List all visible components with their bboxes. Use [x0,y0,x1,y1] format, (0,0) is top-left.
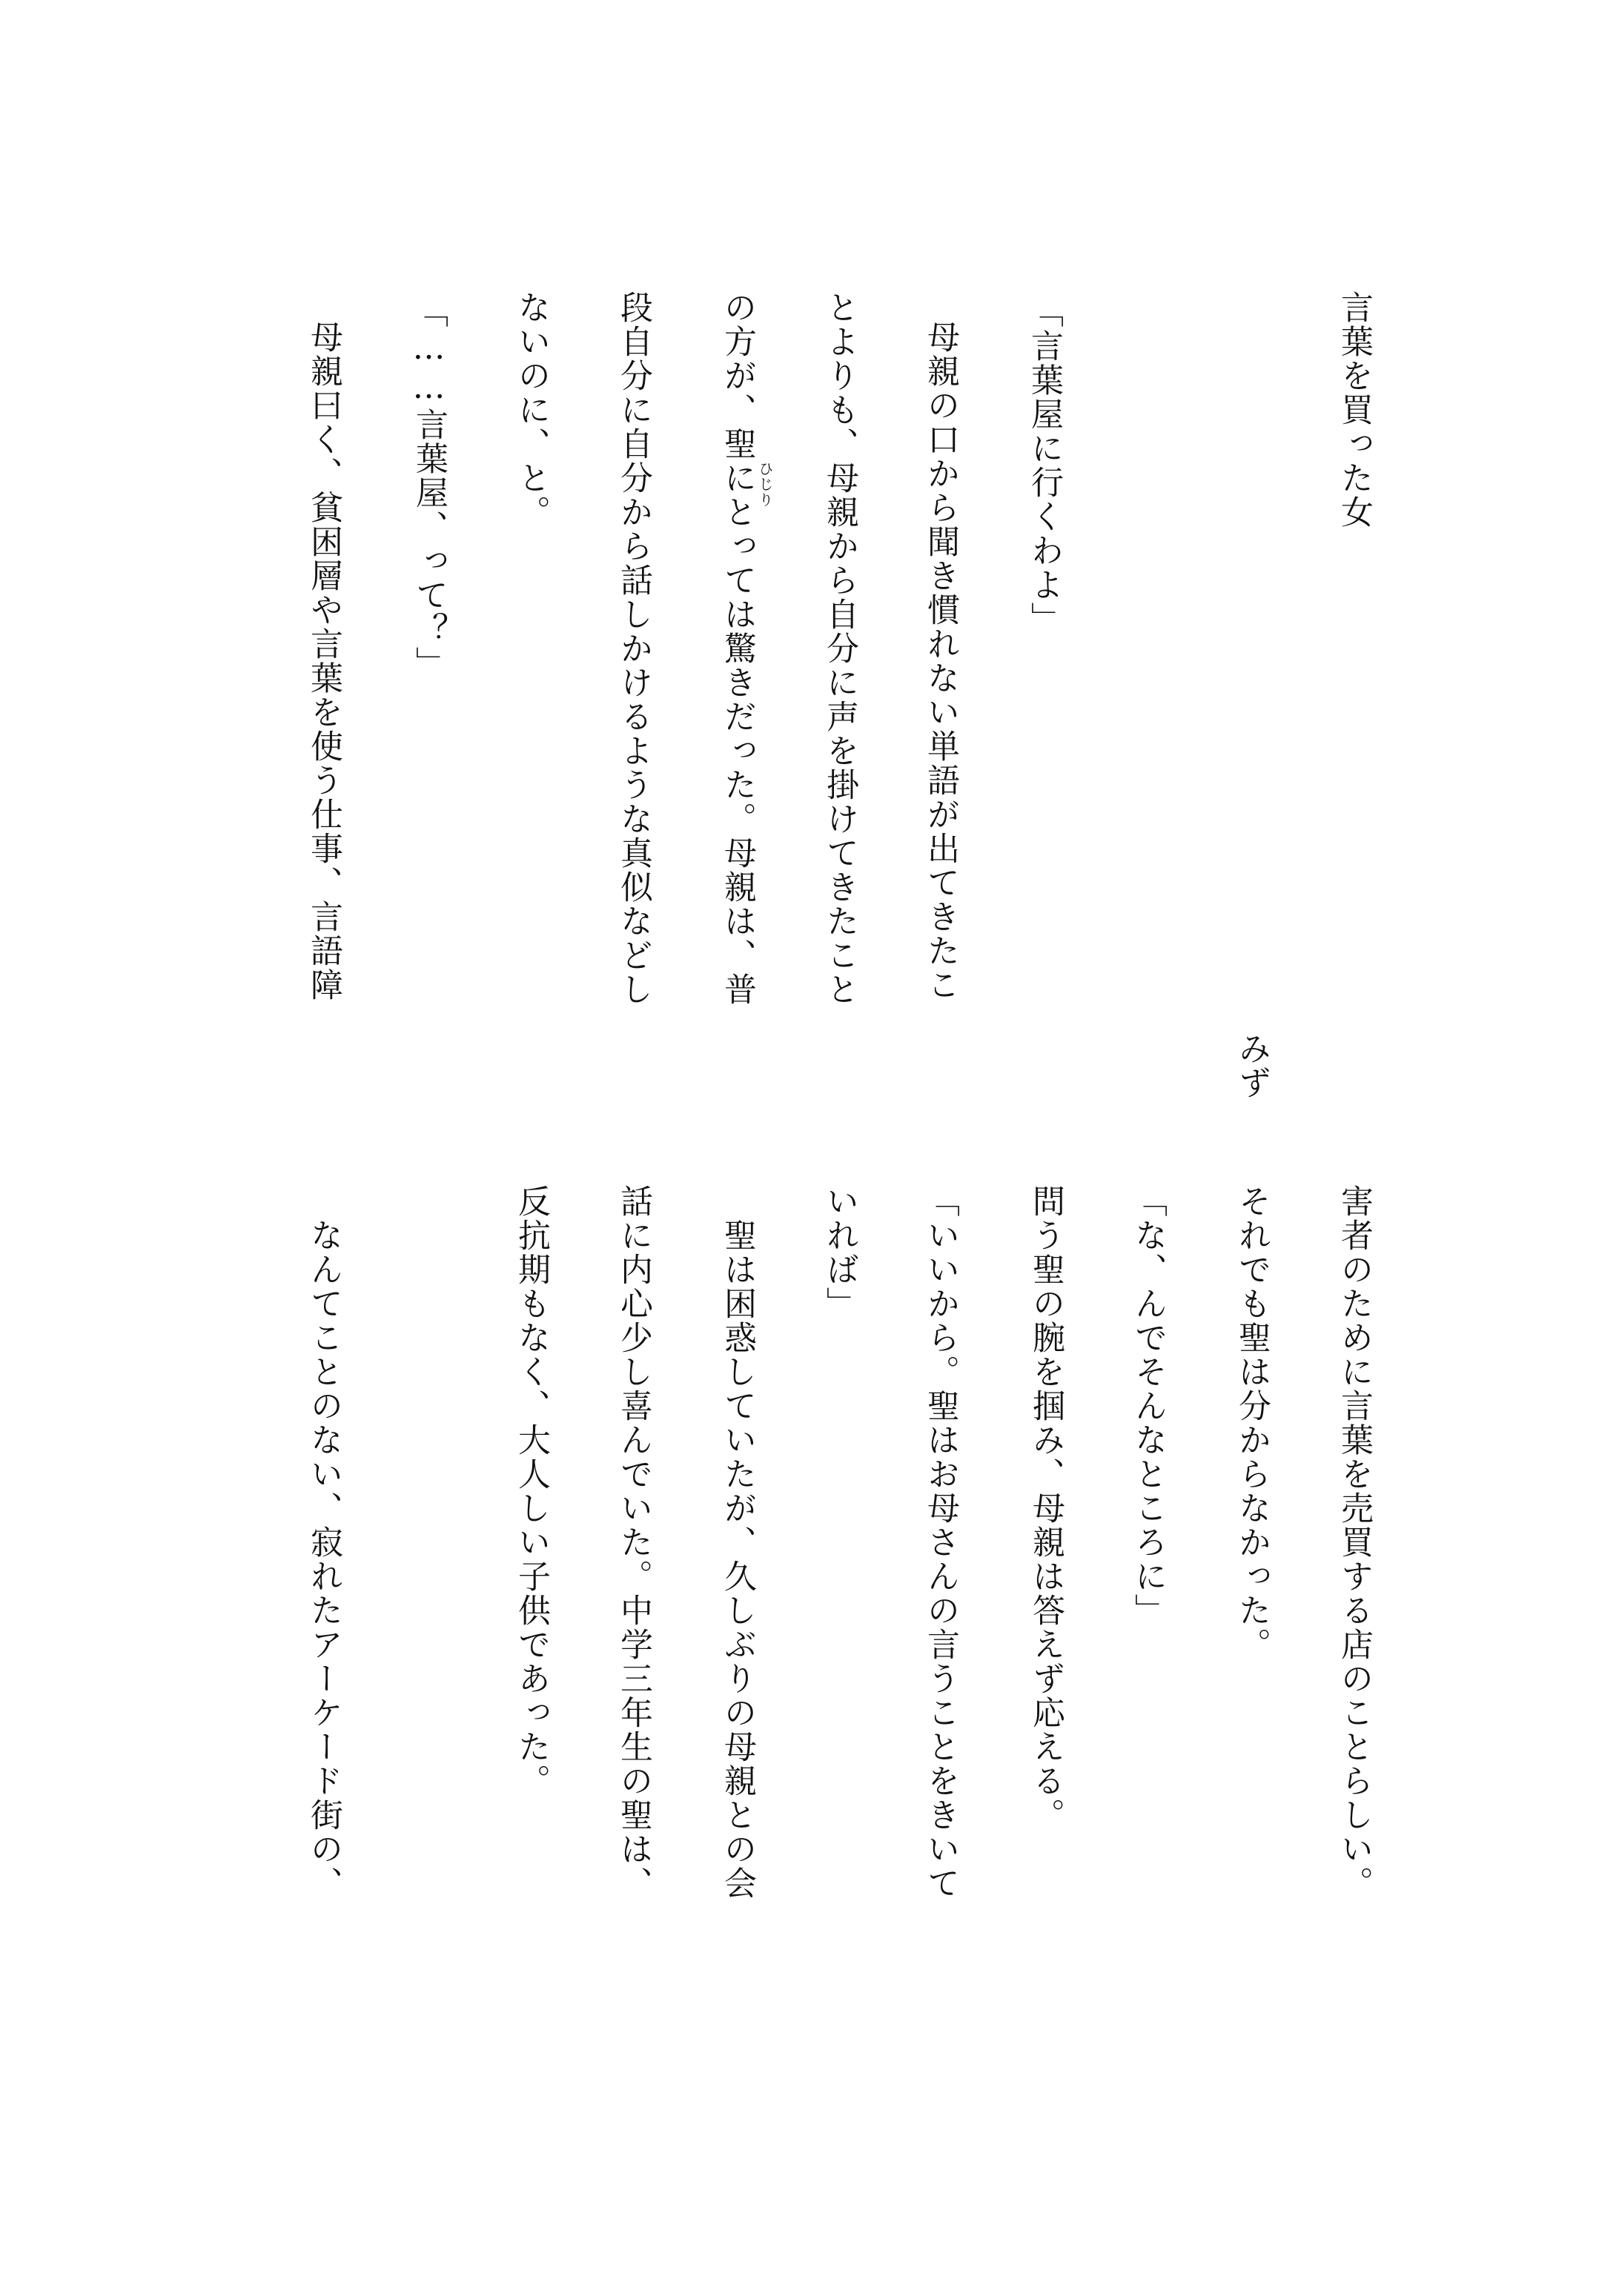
text-line-upper-3: とよりも、母親から自分に声を掛けてきたこと [821,291,858,1006]
text-line-upper-7: 「……言葉屋、って？」 [410,295,448,680]
text-line-lower-3: 「な、んでそんなところに」 [1129,1184,1167,1628]
ruby-annotation: ひじり [756,461,774,508]
story-title: 言葉を買った女 [1335,291,1373,529]
text-line-upper-1: 「言葉屋に行くわよ」 [1025,295,1063,636]
text-line-lower-10: なんてことのない、寂れたアーケード街の、 [305,1218,342,1900]
text-line-upper-8: 母親曰く、貧困層や言葉を使う仕事、言語障 [305,320,342,1002]
text-line-lower-6: いれば」 [821,1184,858,1321]
text-line-lower-1: 害者のために言葉を売買する店のことらしい。 [1335,1184,1373,1900]
text-line-lower-8: 話に内心少し喜んでいた。中学三年生の聖は、 [615,1184,652,1900]
text-line-upper-5: 段自分に自分から話しかけるような真似などし [615,291,652,1006]
text-line-upper-6: ないのに、と。 [512,291,550,529]
text-line-lower-2: それでも聖は分からなかった。 [1233,1184,1271,1662]
text-line-upper-2: 母親の口から聞き慣れない単語が出てきたこ [921,320,959,1002]
text-line-upper-4: の方が、聖にとっては驚きだった。母親は、普 [718,291,756,1006]
author-name: みず [1233,1032,1271,1100]
text-line-lower-7: 聖は困惑していたが、久しぶりの母親との会 [718,1218,756,1900]
text-line-lower-4: 問う聖の腕を掴み、母親は答えず応える。 [1027,1184,1065,1832]
text-line-lower-9: 反抗期もなく、大人しい子供であった。 [512,1184,550,1798]
text-line-lower-5: 「いいから。聖はお母さんの言うことをきいて [921,1184,959,1900]
